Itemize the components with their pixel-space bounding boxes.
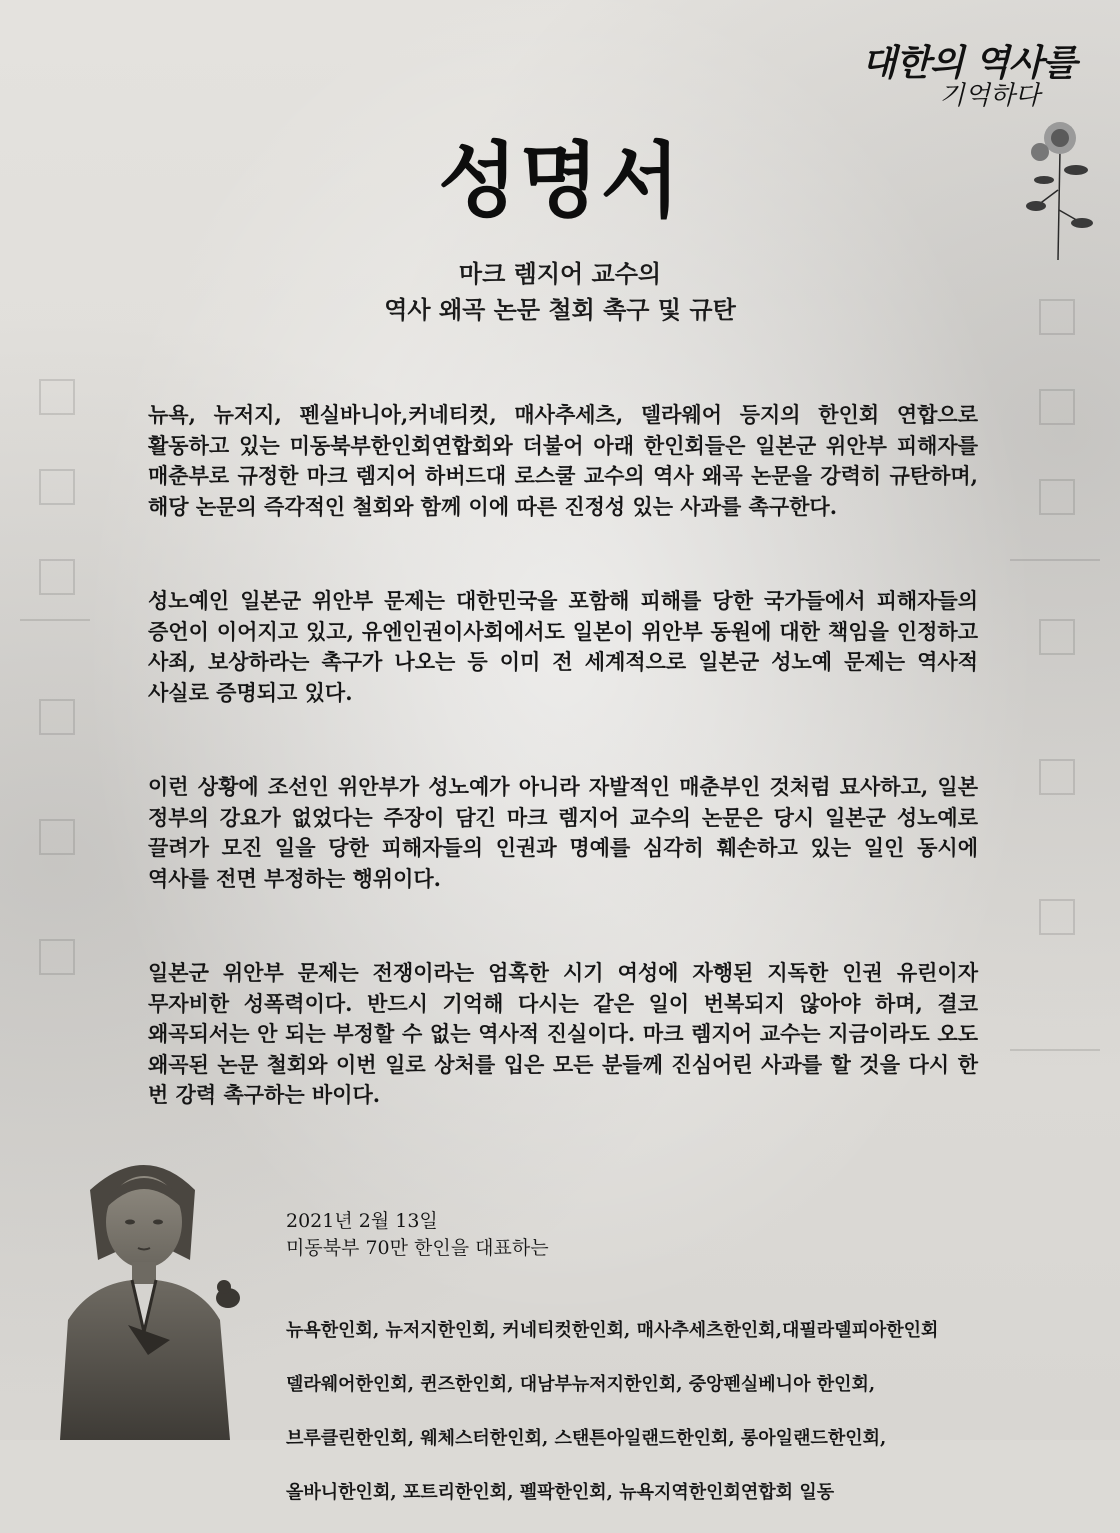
logo-line-2: 기억하다 — [939, 81, 1040, 111]
organization-line: 브루클린한인회, 웨체스터한인회, 스탠튼아일랜드한인회, 롱아일랜드한인회, — [286, 1428, 887, 1449]
subtitle-line-1: 마크 렘지어 교수의 — [458, 260, 662, 288]
statement-body — [148, 400, 978, 1175]
document-title: 성명서 — [438, 134, 682, 229]
statement-date: 2021년 2월 13일 — [286, 1210, 438, 1232]
representing-line: 미동북부 70만 한인을 대표하는 — [286, 1237, 549, 1259]
subtitle-line-2: 역사 왜곡 논문 철회 촉구 및 규탄 — [384, 296, 736, 324]
organization-line: 뉴욕한인회, 뉴저지한인회, 커네티컷한인회, 매사추세츠한인회,대필라델피아한인회 — [286, 1320, 939, 1341]
organization-list — [286, 1290, 1096, 1533]
paragraph-2: 성노예인 일본군 위안부 문제는 대한민국을 포함해 피해를 당한 국가들에서 피해자들의 증언이 이어지고 있고, 유엔인권이사회에서도 일본이 위안부 동원에 대한 책임을 인정하고 사죄, 보상하라는 촉구가 나오는 등 이미 전 세계적으로 일본군 성노예 문제는 역사적 사실로 증명되고 있다. — [148, 588, 978, 705]
peace-statue-image — [20, 1150, 260, 1440]
paragraph-4: 일본군 위안부 문제는 전쟁이라는 엄혹한 시기 여성에 자행된 지독한 인권 유린이자 무자비한 성폭력이다. 반드시 기억해 다시는 같은 일이 번복되지 않아야 하며, 결코 왜곡되서는 안 되는 부정할 수 없는 역사적 진실이다. 마크 렘지어 교수는 지금이라도 오도 왜곡된 논문 철회와 이번 일로 상처를 입은 모든 분들께 진심어린 사과를 할 것을 다시 한 번 강력 촉구하는 바이다. — [148, 960, 978, 1107]
document-subtitle — [0, 256, 1120, 328]
paragraph-3: 이런 상황에 조선인 위안부가 성노예가 아니라 자발적인 매춘부인 것처럼 묘사하고, 일본 정부의 강요가 없었다는 주장이 담긴 마크 렘지어 교수의 논문은 당시 일본군 성노예로 끌려가 모진 일을 당한 피해자들의 인권과 명예를 심각히 훼손하고 있는 일인 동시에 역사를 전면 부정하는 행위이다. — [148, 774, 978, 891]
organization-line: 델라웨어한인회, 퀸즈한인회, 대남부뉴저지한인회, 중앙펜실베니아 한인회, — [286, 1374, 876, 1395]
logo-line-1: 대한의 역사를 — [861, 42, 1076, 84]
organization-line: 올바니한인회, 포트리한인회, 펠팍한인회, 뉴욕지역한인회연합회 일동 — [286, 1482, 835, 1503]
paragraph-1: 뉴욕, 뉴저지, 펜실바니아,커네티컷, 매사추세츠, 델라웨어 등지의 한인회 연합으로 활동하고 있는 미동북부한인회연합회와 더불어 아래 한인회들은 일본군 위안부 피해자를 매춘부로 규정한 마크 렘지어 하버드대 로스쿨 교수의 역사 왜곡 논문을 강력히 규탄하며, 해당 논문의 즉각적인 철회와 함께 이에 따른 진정성 있는 사과를 촉구한다. — [148, 402, 978, 519]
brand-logo — [836, 44, 1076, 114]
signature-block — [286, 1208, 1096, 1533]
